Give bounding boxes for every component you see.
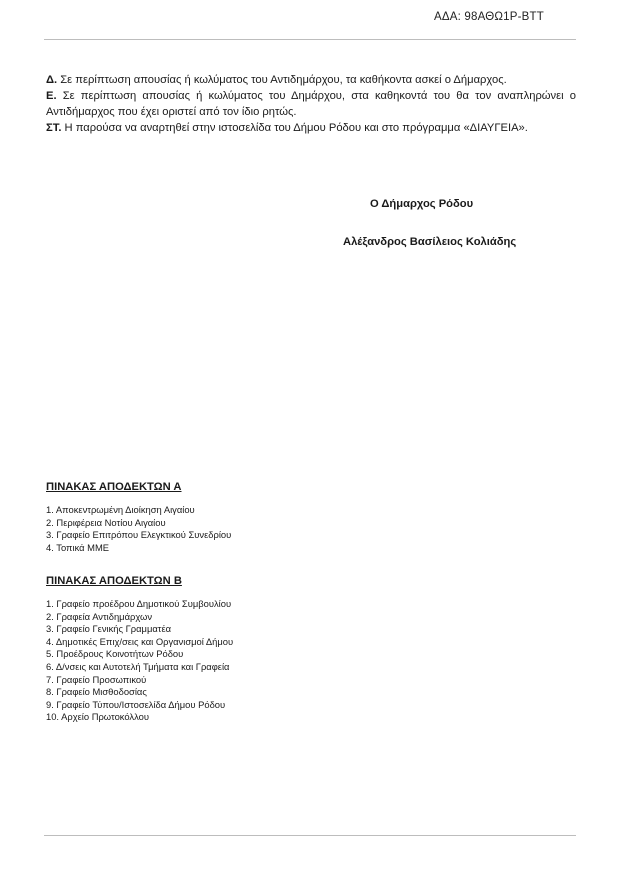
list-item: 6. Δ/νσεις και Αυτοτελή Τμήματα και Γραφεία bbox=[46, 660, 230, 672]
recipients-table-b-title: ΠΙΝΑΚΑΣ ΑΠΟΔΕΚΤΩΝ Β bbox=[46, 575, 182, 587]
list-item: 9. Γραφείο Τύπου/Ιστοσελίδα Δήμου Ρόδου bbox=[46, 698, 226, 710]
list-item: 3. Γραφείο Γενικής Γραμματέα bbox=[46, 623, 172, 635]
decision-paragraphs bbox=[46, 72, 576, 136]
paragraph-text: Σε περίπτωση απουσίας ή κωλύματος του Δημάρχου, στα καθηκοντά του θα τον αναπληρώνει ο Αντιδήμαρχος που έχει οριστεί από τον ίδιο ρητώς. bbox=[46, 90, 576, 118]
list-item: 8. Γραφείο Μισθοδοσίας bbox=[46, 686, 147, 698]
paragraph-d bbox=[46, 72, 576, 88]
list-item: 4. Τοπικά ΜΜΕ bbox=[46, 541, 110, 553]
paragraph-text: Σε περίπτωση απουσίας ή κωλύματος του Αντιδημάρχου, τα καθήκοντα ασκεί ο Δήμαρχος. bbox=[57, 74, 507, 86]
paragraph-text: Η παρούσα να αναρτηθεί στην ιστοσελίδα του Δήμου Ρόδου και στο πρόγραμμα «ΔΙΑΥΓΕΙΑ». bbox=[61, 122, 528, 134]
paragraph-marker: Δ. bbox=[46, 74, 58, 86]
list-item: 3. Γραφείο Επιτρόπου Ελεγκτικού Συνεδρίου bbox=[46, 529, 232, 541]
document-ada-code: ΑΔΑ: 98ΑΘΩ1Ρ-ΒΤΤ bbox=[434, 11, 544, 23]
paragraph-marker: ΣΤ. bbox=[46, 122, 62, 134]
paragraph-st bbox=[46, 120, 576, 136]
signature-title: Ο Δήμαρχος Ρόδου bbox=[370, 198, 474, 210]
list-item: 4. Δημοτικές Επιχ/σεις και Οργανισμοί Δήμου bbox=[46, 635, 234, 647]
list-item: 10. Αρχείο Πρωτοκόλλου bbox=[46, 711, 149, 723]
list-item: 2. Γραφεία Αντιδημάρχων bbox=[46, 610, 153, 622]
recipients-list-b bbox=[46, 598, 233, 724]
paragraph-marker: Ε. bbox=[46, 90, 57, 102]
list-item: 1. Αποκεντρωμένη Διοίκηση Αιγαίου bbox=[46, 504, 195, 515]
list-item: 7. Γραφείο Προσωπικού bbox=[46, 673, 147, 685]
recipients-list-a bbox=[46, 504, 231, 554]
header-divider bbox=[44, 39, 576, 40]
list-item: 1. Γραφείο προέδρου Δημοτικού Συμβουλίου bbox=[46, 598, 232, 609]
list-item: 5. Προέδρους Κοινοτήτων Ρόδου bbox=[46, 648, 184, 660]
recipients-table-a-title: ΠΙΝΑΚΑΣ ΑΠΟΔΕΚΤΩΝ Α bbox=[46, 481, 182, 493]
footer-divider bbox=[44, 835, 576, 836]
paragraph-e bbox=[46, 88, 576, 120]
signature-name: Αλέξανδρος Βασίλειος Κολιάδης bbox=[343, 236, 517, 248]
list-item: 2. Περιφέρεια Νοτίου Αιγαίου bbox=[46, 516, 166, 528]
